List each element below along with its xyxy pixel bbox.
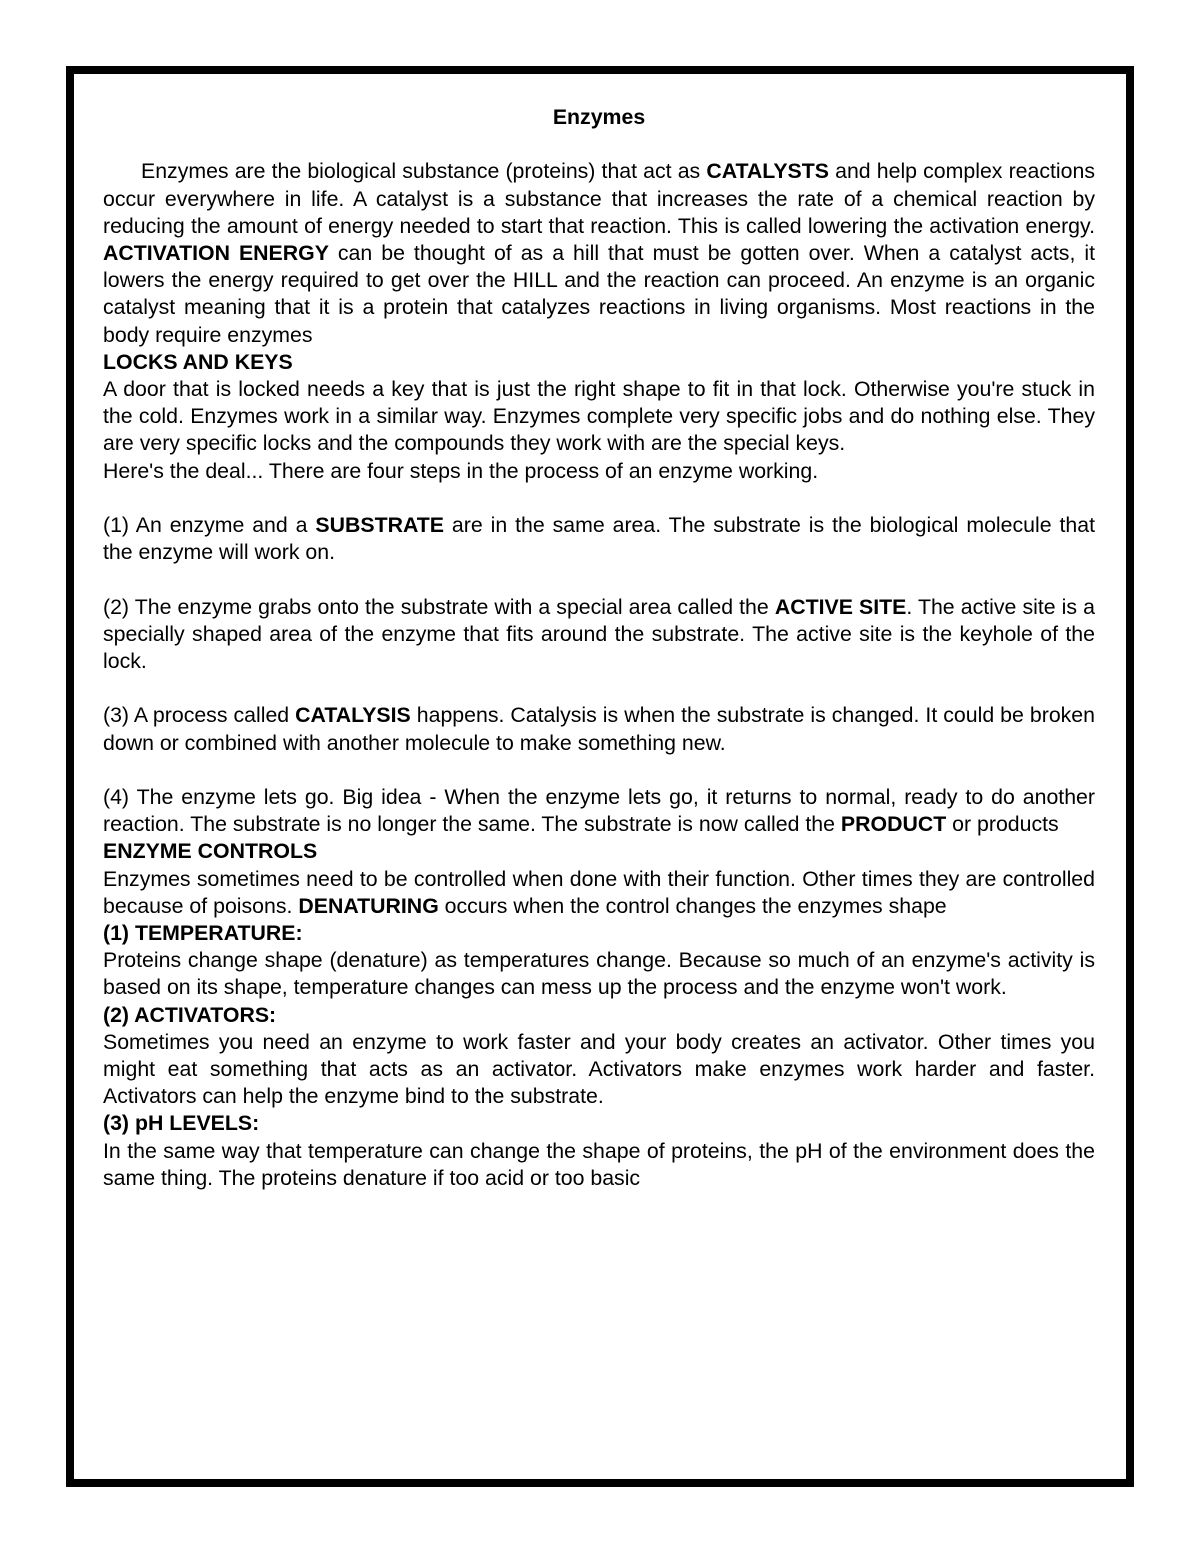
controls-text-1: Enzymes sometimes need to be controlled when done with their function. Other times they are controlled because of poisons.	[103, 866, 1095, 918]
step-2-paragraph	[103, 594, 1095, 676]
step-1-text-2: are in the same area. The substrate is the biological molecule that the enzyme will work on.	[103, 513, 1095, 565]
step-1-paragraph	[103, 512, 1095, 566]
intro-paragraph	[103, 158, 1095, 348]
subheading-ph-levels: (3) pH LEVELS:	[103, 1111, 260, 1136]
intro-text-3: can be thought of as a hill that must be gotten over. When a catalyst acts, it lowers the energy required to get over the HILL and the reaction can proceed. An enzyme is an organic catalyst meaning that it is a protein that catalyzes reactions in living organisms. Most reactions in the body require enzymes	[103, 241, 1095, 347]
locks-paragraph: A door that is locked needs a key that is just the right shape to fit in that lock. Otherwise you're stuck in the cold. Enzymes work in a similar way. Enzymes complete very specific jobs and do nothing else. They are very specific locks and the compounds they work with are the special keys.	[103, 377, 1095, 456]
subheading-activators: (2) ACTIVATORS:	[103, 1002, 277, 1027]
term-catalysts: CATALYSTS	[706, 159, 829, 184]
subheading-temperature: (1) TEMPERATURE:	[103, 921, 303, 946]
step-2-text-1: (2) The enzyme grabs onto the substrate with a special area called the	[103, 594, 775, 619]
temperature-paragraph: Proteins change shape (denature) as temperatures change. Because so much of an enzyme's activity is based on its shape, temperature changes can mess up the process and the enzyme won't work.	[103, 948, 1095, 1000]
term-catalysis: CATALYSIS	[295, 703, 411, 728]
intro-text-1: Enzymes are the biological substance (proteins) that act as	[141, 159, 707, 184]
step-4-paragraph	[103, 784, 1095, 838]
term-activation-energy: ACTIVATION ENERGY	[103, 241, 329, 265]
term-active-site: ACTIVE SITE	[774, 594, 907, 619]
step-1-text-1: (1) An enzyme and a	[103, 513, 316, 538]
step-3-text-2: happens. Catalysis is when the substrate is changed. It could be broken down or combined with another molecule to make something new.	[103, 703, 1095, 755]
step-2-text-2: . The active site is a specially shaped area of the enzyme that fits around the substrate. The active site is the keyhole of the lock.	[103, 594, 1095, 674]
section-heading-enzyme-controls: ENZYME CONTROLS	[103, 839, 318, 864]
term-denaturing: DENATURING	[298, 893, 439, 918]
section-heading-locks-and-keys: LOCKS AND KEYS	[103, 349, 293, 374]
ph-paragraph: In the same way that temperature can change the shape of proteins, the pH of the environment does the same thing. The proteins denature if too acid or too basic	[103, 1138, 1095, 1190]
term-product: PRODUCT	[840, 812, 947, 837]
locks-steps-intro: Here's the deal... There are four steps in the process of an enzyme working.	[103, 458, 819, 483]
intro-text-2: and help complex reactions occur everywhere in life. A catalyst is a substance that increases the rate of a chemical reaction by reducing the amount of energy needed to start that reaction. This is called lowering the activation energy.	[103, 159, 1095, 238]
term-substrate: SUBSTRATE	[315, 513, 444, 538]
step-4-text-1: (4) The enzyme lets go. Big idea - When the enzyme lets go, it returns to normal, ready to do another reaction. The substrate is no longer the same. The substrate is now called the	[103, 785, 1095, 837]
step-3-text-1: (3) A process called	[103, 703, 296, 728]
document-body	[103, 104, 1095, 1192]
step-3-paragraph	[103, 702, 1095, 756]
controls-paragraph	[103, 866, 1095, 920]
step-4-text-2: or products	[946, 812, 1059, 837]
activators-paragraph: Sometimes you need an enzyme to work faster and your body creates an activator. Other times you might eat something that acts as an activator. Activators make enzymes work harder and faster. Activators can help the enzyme bind to the substrate.	[103, 1029, 1095, 1109]
document-title: Enzymes	[552, 105, 646, 129]
controls-text-2: occurs when the control changes the enzymes shape	[438, 893, 947, 918]
